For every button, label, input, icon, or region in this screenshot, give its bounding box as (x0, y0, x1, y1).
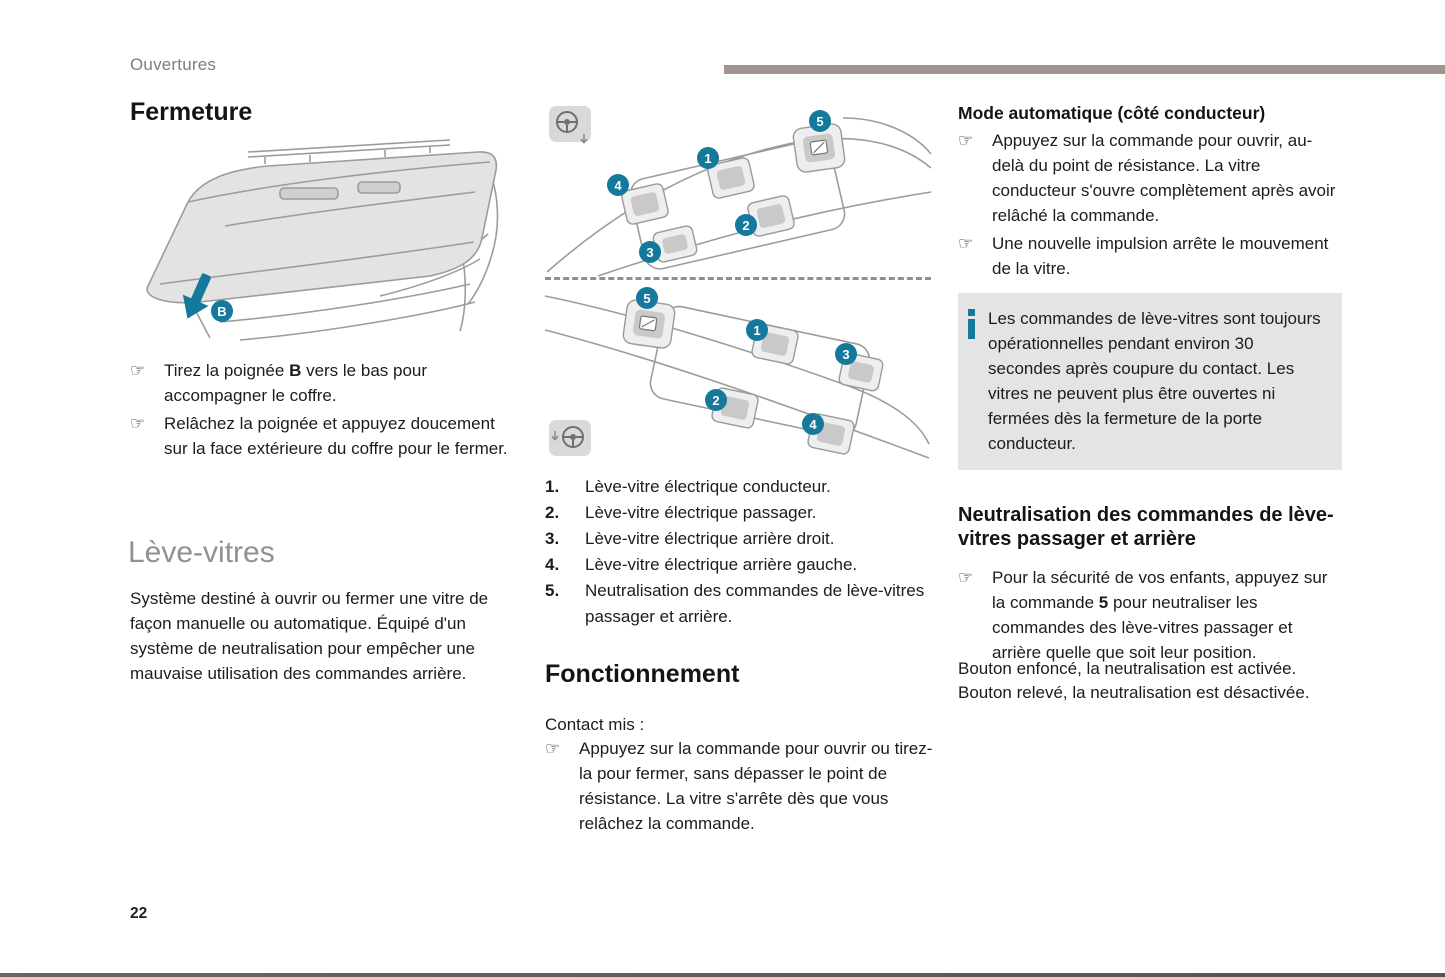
pointer-hand-icon: ☞ (958, 131, 974, 150)
trunk-illustration (130, 126, 512, 358)
fonctionnement-bullets (545, 736, 937, 839)
bullet-text-bold: 5 (1098, 593, 1109, 612)
legend-item (545, 500, 937, 526)
window-switch-diagram-top (543, 96, 933, 278)
bullet-text-bold: B (289, 361, 302, 380)
diagram-badge-4: 4 (607, 174, 629, 196)
page-edge-strip (0, 973, 1445, 977)
heading-neutralisation: Neutralisation des commandes de lève-vitres passager et arrière (958, 504, 1334, 550)
bullet-text: Appuyez sur la commande pour ouvrir, au-delà du point de résistance. La vitre conducteur s'ouvre complètement après avoir relâché la commande. (992, 131, 1336, 225)
window-switch-diagram-bottom (543, 286, 933, 464)
trunk-handle-badge: B (211, 300, 233, 322)
diagram-badge-2: 2 (735, 214, 757, 236)
diagram-separator (545, 277, 931, 280)
pointer-hand-icon: ☞ (958, 568, 974, 587)
page-number: 22 (130, 905, 148, 922)
section-title-leve-vitres: Lève-vitres (128, 536, 275, 569)
section-title-fonctionnement: Fonctionnement (545, 660, 740, 688)
bullet-text (992, 565, 1344, 665)
pointer-hand-icon: ☞ (130, 361, 146, 380)
info-icon-stem (968, 319, 975, 339)
bullet-row (545, 736, 937, 836)
legend-item (545, 578, 937, 630)
leve-vitres-intro: Système destiné à ouvrir ou fermer une vitre de façon manuelle ou automatique. Équipé d'un système de neutralisation pour empêcher une mauvaise utilisation des commandes arrière. (130, 589, 489, 683)
bullet-text: Relâchez la poignée et appuyez doucement sur la face extérieure du coffre pour le fermer. (164, 414, 508, 458)
status-line-activated: Bouton enfoncé, la neutralisation est activée. (958, 659, 1297, 678)
bullet-row (130, 358, 514, 408)
diagram-badge-4: 4 (802, 413, 824, 435)
bullet-text-part: vers le bas pour accompagner le coffre. (164, 361, 428, 405)
chapter-header-label: Ouvertures (130, 55, 217, 74)
legend-item (545, 526, 937, 552)
legend-text: Lève-vitre électrique passager. (585, 503, 817, 522)
mode-automatique-bullets (958, 128, 1344, 284)
heading-mode-automatique: Mode automatique (côté conducteur) (958, 103, 1266, 123)
bullet-row (958, 565, 1344, 665)
legend-number: 4. (545, 555, 560, 574)
steering-wheel-icon (549, 420, 591, 456)
legend-number: 5. (545, 581, 560, 600)
window-switch-art-bottom (543, 286, 933, 464)
diagram-badge-2: 2 (705, 389, 727, 411)
diagram-badge-3: 3 (835, 343, 857, 365)
bullet-row (958, 231, 1344, 281)
diagram-badge-5: 5 (809, 110, 831, 132)
info-icon-dot (968, 309, 975, 316)
pointer-hand-icon: ☞ (545, 739, 561, 758)
legend-text: Lève-vitre électrique arrière gauche. (585, 555, 858, 574)
info-icon (968, 306, 977, 456)
status-line-deactivated: Bouton relevé, la neutralisation est désactivée. (958, 683, 1310, 702)
bullet-text (164, 358, 514, 408)
legend-item (545, 552, 937, 578)
diagram-badge-1: 1 (697, 147, 719, 169)
legend-number: 2. (545, 503, 560, 522)
bullet-text: Appuyez sur la commande pour ouvrir ou tirez-la pour fermer, sans dépasser le point de résistance. La vitre s'arrête dès que vous relâchez la commande. (579, 739, 933, 833)
bullet-text: Une nouvelle impulsion arrête le mouvement de la vitre. (992, 234, 1329, 278)
contact-line: Contact mis : (545, 715, 645, 734)
legend-number: 3. (545, 529, 560, 548)
window-switch-art-top (543, 96, 933, 278)
bullet-text-part: Pour la sécurité de vos enfants, appuyez sur la commande (992, 568, 1328, 612)
legend-text: Lève-vitre électrique arrière droit. (585, 529, 835, 548)
diagram-badge-5: 5 (636, 287, 658, 309)
pointer-hand-icon: ☞ (130, 414, 146, 433)
legend-text: Lève-vitre électrique conducteur. (585, 477, 831, 496)
info-box (958, 293, 1342, 470)
bullet-row (130, 411, 514, 461)
legend-item (545, 474, 937, 500)
bullet-text-part: pour neutraliser les commandes des lève-vitres passager et arrière quelle que soit leur position. (992, 593, 1293, 662)
legend-list (545, 474, 937, 630)
steering-wheel-icon (549, 106, 591, 143)
pointer-hand-icon: ☞ (958, 234, 974, 253)
neutralisation-bullets (958, 565, 1344, 668)
section-title-fermeture: Fermeture (130, 98, 253, 126)
bullet-text-part: Tirez la poignée (164, 361, 290, 380)
chapter-color-bar (724, 65, 1445, 74)
legend-text: Neutralisation des commandes de lève-vitres passager et arrière. (585, 581, 925, 626)
legend-number: 1. (545, 477, 560, 496)
info-text: Les commandes de lève-vitres sont toujours opérationnelles pendant environ 30 secondes après coupure du contact. Les vitres ne peuvent plus être ouvertes ni fermées dès la fermeture de la porte conducteur. (988, 309, 1321, 453)
diagram-badge-1: 1 (746, 319, 768, 341)
diagram-badge-3: 3 (639, 241, 661, 263)
fermeture-bullets (130, 358, 514, 464)
bullet-row (958, 128, 1344, 228)
